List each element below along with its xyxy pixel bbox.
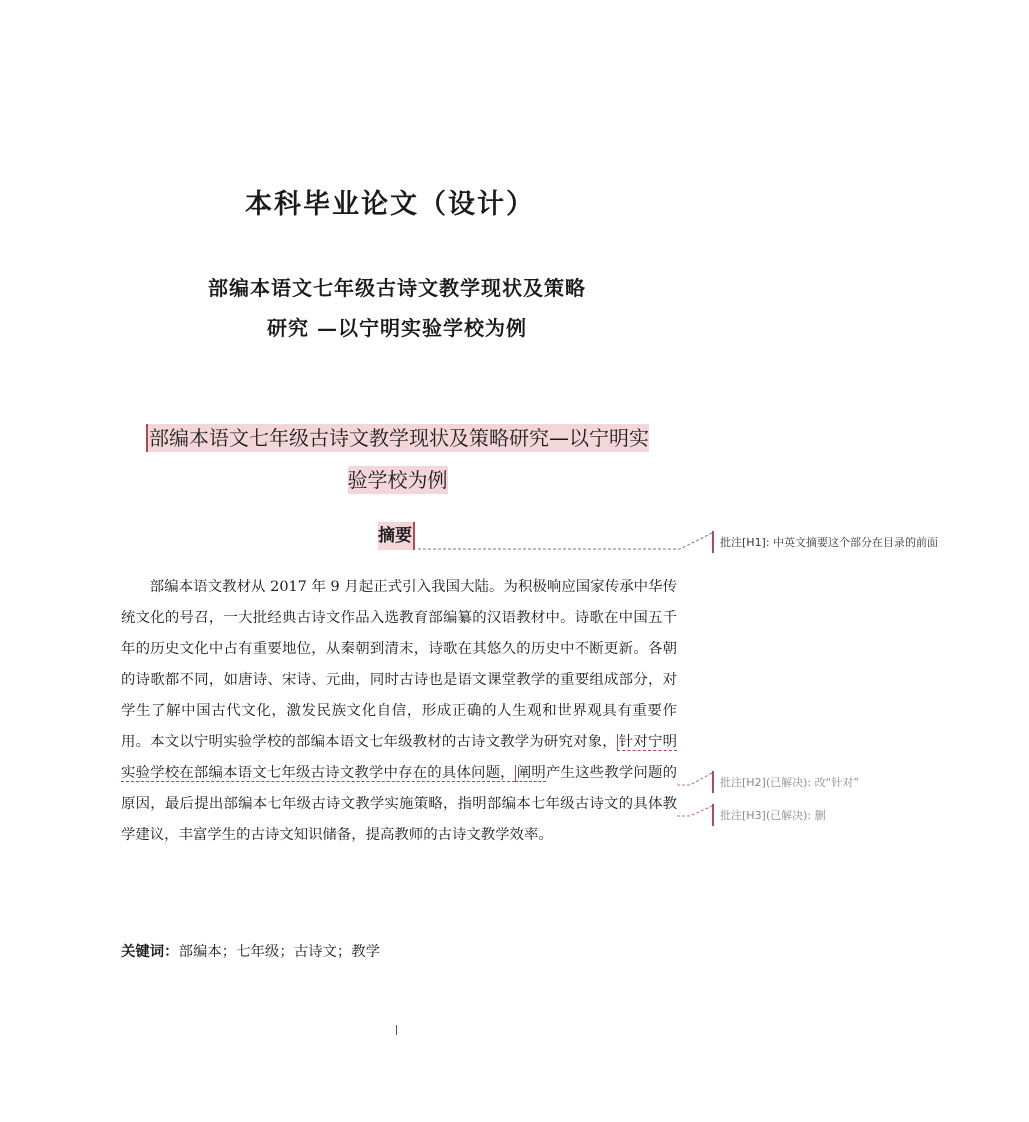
cover-subtitle-line1: 部编本语文七年级古诗文教学现状及策略 xyxy=(208,276,586,300)
keywords-text: 部编本；七年级；古诗文；教学 xyxy=(178,944,381,960)
comment-connector-h3 xyxy=(677,806,712,816)
comment-connector-h1 xyxy=(418,533,712,549)
comment-h1[interactable] xyxy=(712,531,938,553)
comment-h3-text: 删 xyxy=(814,809,826,822)
page-footer-mark xyxy=(396,1025,397,1035)
comment-h2-text: 改“针对” xyxy=(814,776,860,789)
thesis-title-line2 xyxy=(130,465,665,495)
comment-h1-label: 批注[H1]: xyxy=(720,536,770,549)
comment-connector-h2 xyxy=(677,773,712,785)
keywords-line xyxy=(121,938,380,966)
comment-h2-label: 批注[H2](已解决): xyxy=(720,776,812,789)
comment-h3[interactable] xyxy=(712,804,826,826)
commented-range-h2[interactable]: 针对宁明实验学校在部编本语文七年级古诗文教学中存在的具体问题， xyxy=(121,734,677,781)
abstract-text-part2: 产生这些教学问题的原因，最后提出部编本七年级古诗文教学实施策略，指明部编本七年级古诗文的具体教学建议，丰富学生的古诗文知识储备，提高教师的古诗文教学效率。 xyxy=(121,765,677,843)
commented-range-h3[interactable]: 阐明 xyxy=(516,765,546,781)
comment-h3-label: 批注[H3](已解决): xyxy=(720,809,812,822)
abstract-heading[interactable]: 摘要 xyxy=(378,522,415,550)
abstract-body xyxy=(121,572,677,851)
comment-h2[interactable] xyxy=(712,771,859,793)
thesis-title-line1-text[interactable]: 部编本语文七年级古诗文教学现状及策略研究—以宁明实 xyxy=(146,424,649,452)
cover-title: 本科毕业论文（设计） xyxy=(245,189,535,220)
thesis-title-line2-text[interactable]: 验学校为例 xyxy=(347,468,448,492)
keywords-label: 关键词： xyxy=(121,944,179,960)
thesis-title-line1 xyxy=(130,423,665,453)
comment-h1-text: 中英文摘要这个部分在目录的前面 xyxy=(773,536,939,549)
cover-subtitle-line2: 研究 —以宁明实验学校为例 xyxy=(267,316,527,340)
abstract-text-part1: 部编本语文教材从 2017 年 9 月起正式引入我国大陆。为积极响应国家传承中华传统文化的号召，一大批经典古诗文作品入选教育部编纂的汉语教材中。诗歌在中国五千年的历史文化中占有重要地位，从秦朝到清末，诗歌在其悠久的历史中不断更新。各朝的诗歌都不同，如唐诗、宋诗、元曲，同时古诗也是语文课堂教学的重要组成部分，对学生了解中国古代文化，激发民族文化自信，形成正确的人生观和世界观具有重要作用。本文以宁明实验学校的部编本语文七年级教材的古诗文教学为研究对象， xyxy=(121,579,677,750)
